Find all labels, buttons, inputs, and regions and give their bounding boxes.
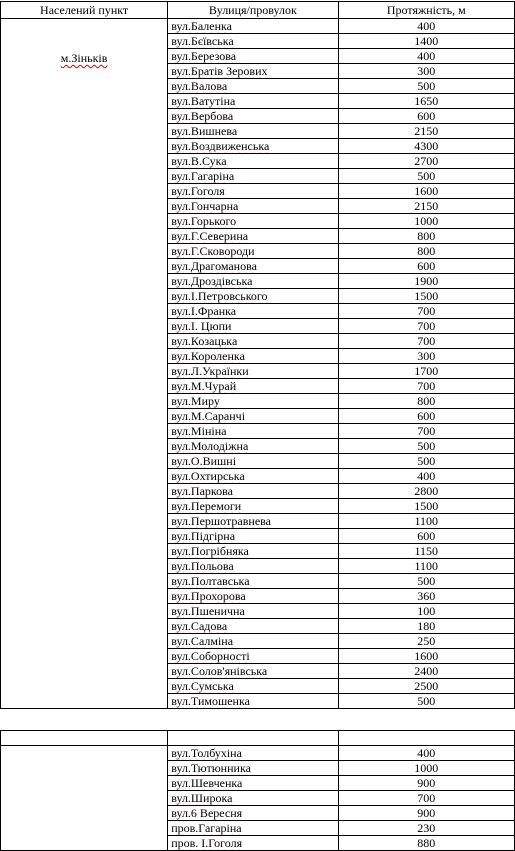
street-name: вул.Шевченка	[171, 776, 243, 790]
header-street: Вулиця/провулок	[168, 2, 338, 19]
street-name-cell	[168, 439, 338, 454]
street-name: вул.Л.Українки	[171, 364, 249, 378]
street-length: 230	[338, 821, 514, 836]
street-length: 4300	[338, 139, 514, 154]
street-name: вул.О.Вишні	[171, 454, 237, 468]
street-length: 600	[338, 259, 514, 274]
street-length: 700	[338, 319, 514, 334]
street-length: 300	[338, 349, 514, 364]
street-length: 2800	[338, 484, 514, 499]
street-name-cell	[168, 469, 338, 484]
street-length: 500	[338, 439, 514, 454]
street-name: вул.Братів Зерових	[171, 64, 268, 78]
street-length-table	[0, 1, 515, 709]
street-length: 2400	[338, 664, 514, 679]
street-length: 1100	[338, 514, 514, 529]
street-length: 500	[338, 694, 514, 709]
street-length: 700	[338, 304, 514, 319]
street-name-cell	[168, 679, 338, 694]
street-name-cell	[168, 409, 338, 424]
street-name: вул.Прохорова	[171, 589, 246, 603]
street-length: 1700	[338, 364, 514, 379]
street-length: 1650	[338, 94, 514, 109]
street-name-cell	[168, 806, 338, 821]
header-place: Населений пункт	[1, 2, 168, 19]
street-name-cell	[168, 124, 338, 139]
street-length: 180	[338, 619, 514, 634]
street-name: вул.Широка	[171, 791, 233, 805]
street-name: вул.6 Вересня	[171, 806, 243, 820]
table-row	[1, 746, 515, 761]
street-name-cell	[168, 529, 338, 544]
street-name: вул.Березова	[171, 49, 237, 63]
empty-cell	[168, 731, 338, 746]
street-length: 1400	[338, 34, 514, 49]
street-length: 500	[338, 169, 514, 184]
street-name-cell	[168, 199, 338, 214]
street-name-cell	[168, 499, 338, 514]
street-name: вул.Вишнева	[171, 124, 238, 138]
street-length: 700	[338, 791, 514, 806]
street-length: 1500	[338, 499, 514, 514]
street-name: вул.Салміна	[171, 634, 234, 648]
street-name-cell	[168, 49, 338, 64]
street-length: 1000	[338, 761, 514, 776]
street-length: 600	[338, 409, 514, 424]
street-name-cell	[168, 454, 338, 469]
street-name: вул.Паркова	[171, 484, 233, 498]
street-length: 400	[338, 19, 514, 34]
street-name: пров. І.Гоголя	[171, 836, 243, 850]
street-name: вул.Драгоманова	[171, 259, 257, 273]
street-name: вул.Першотравнева	[171, 514, 271, 528]
street-name: вул.І.Франка	[171, 304, 237, 318]
street-name-cell	[168, 836, 338, 851]
street-name: вул.І.Петровського	[171, 289, 268, 303]
street-length: 800	[338, 244, 514, 259]
street-name: вул.Вербова	[171, 109, 234, 123]
street-length: 250	[338, 634, 514, 649]
street-length: 900	[338, 806, 514, 821]
street-name: вул.Молодіжна	[171, 439, 249, 453]
street-name-cell	[168, 761, 338, 776]
table-header-row	[1, 2, 515, 19]
street-name-cell	[168, 364, 338, 379]
street-name: вул.Г.Северина	[171, 229, 249, 243]
street-name: вул.Г.Сковороди	[171, 244, 255, 258]
street-name: вул.В.Сука	[171, 154, 227, 168]
street-name-cell	[168, 559, 338, 574]
street-name: вул.Ватутіна	[171, 94, 236, 108]
street-length: 1150	[338, 544, 514, 559]
street-length: 400	[338, 746, 514, 761]
street-name-cell	[168, 214, 338, 229]
street-name-cell	[168, 514, 338, 529]
street-name: вул.Підгірна	[171, 529, 236, 543]
street-name-cell	[168, 791, 338, 806]
street-name: вул.Охтирська	[171, 469, 245, 483]
street-name-cell	[168, 634, 338, 649]
street-length: 1500	[338, 289, 514, 304]
street-name: вул.Солов'янівська	[171, 664, 268, 678]
street-name: вул.М.Саранчі	[171, 409, 246, 423]
street-name-cell	[168, 259, 338, 274]
street-length: 1600	[338, 649, 514, 664]
street-name-cell	[168, 746, 338, 761]
street-name-cell	[168, 424, 338, 439]
street-name: вул.Польова	[171, 559, 234, 573]
street-length: 300	[338, 64, 514, 79]
street-length: 1000	[338, 214, 514, 229]
street-length: 900	[338, 776, 514, 791]
place-cell	[1, 19, 168, 709]
street-name-cell	[168, 694, 338, 709]
street-name-cell	[168, 574, 338, 589]
street-name-cell	[168, 19, 338, 34]
street-name-cell	[168, 289, 338, 304]
place-name: м.Зіньків	[60, 51, 108, 65]
street-length-table-continued	[0, 730, 515, 851]
street-name: вул.Садова	[171, 619, 228, 633]
street-length: 360	[338, 589, 514, 604]
street-name-cell	[168, 604, 338, 619]
street-name: вул.Воздвиженська	[171, 139, 270, 153]
empty-cell	[338, 731, 514, 746]
street-length: 600	[338, 529, 514, 544]
street-name-cell	[168, 394, 338, 409]
street-length: 500	[338, 79, 514, 94]
street-name-cell	[168, 379, 338, 394]
street-length: 700	[338, 334, 514, 349]
street-length: 800	[338, 394, 514, 409]
street-length: 2150	[338, 199, 514, 214]
street-name-cell	[168, 664, 338, 679]
street-name: пров.Гагаріна	[171, 821, 242, 835]
street-name: вул.Гончарна	[171, 199, 239, 213]
street-name-cell	[168, 244, 338, 259]
table-row	[1, 19, 515, 34]
street-name: вул.Дроздівська	[171, 274, 253, 288]
street-name-cell	[168, 139, 338, 154]
street-name-cell	[168, 304, 338, 319]
street-length: 100	[338, 604, 514, 619]
street-length: 1100	[338, 559, 514, 574]
street-name: вул.Толбухіна	[171, 746, 242, 760]
street-length: 1900	[338, 274, 514, 289]
street-name: вул.Перемоги	[171, 499, 242, 513]
street-name: вул.Соборності	[171, 649, 250, 663]
street-name-cell	[168, 34, 338, 49]
street-name-cell	[168, 821, 338, 836]
street-length: 500	[338, 574, 514, 589]
street-name: вул.Гагаріна	[171, 169, 235, 183]
street-name: вул.Сумська	[171, 679, 234, 693]
street-name-cell	[168, 649, 338, 664]
street-name-cell	[168, 79, 338, 94]
street-name: вул.Бєївська	[171, 34, 234, 48]
street-name-cell	[168, 64, 338, 79]
street-name: вул.Полтавська	[171, 574, 250, 588]
street-name: вул.Горького	[171, 214, 237, 228]
street-length: 400	[338, 49, 514, 64]
street-name: вул.М.Чурай	[171, 379, 237, 393]
street-name: вул.Тимошенка	[171, 694, 250, 708]
street-length: 600	[338, 109, 514, 124]
street-name-cell	[168, 589, 338, 604]
street-name-cell	[168, 109, 338, 124]
street-length: 2500	[338, 679, 514, 694]
street-name-cell	[168, 776, 338, 791]
street-name-cell	[168, 484, 338, 499]
street-name-cell	[168, 544, 338, 559]
street-name: вул.Баленка	[171, 19, 232, 33]
street-name: вул.Короленка	[171, 349, 245, 363]
street-name-cell	[168, 274, 338, 289]
street-length: 500	[338, 454, 514, 469]
street-name-cell	[168, 349, 338, 364]
street-name: вул.Погрібняка	[171, 544, 249, 558]
street-name-cell	[168, 184, 338, 199]
street-length: 400	[338, 469, 514, 484]
header-length: Протяжність, м	[338, 2, 514, 19]
street-name: вул.Мініна	[171, 424, 227, 438]
street-name: вул.Тютюнника	[171, 761, 251, 775]
empty-cell	[1, 731, 168, 746]
street-length: 800	[338, 229, 514, 244]
street-length: 1600	[338, 184, 514, 199]
table-spacer-row	[1, 731, 515, 746]
street-name-cell	[168, 319, 338, 334]
street-name: вул.І. Цюпи	[171, 319, 232, 333]
street-length: 2150	[338, 124, 514, 139]
street-name-cell	[168, 169, 338, 184]
street-name-cell	[168, 154, 338, 169]
street-name-cell	[168, 619, 338, 634]
street-length: 700	[338, 424, 514, 439]
street-name: вул.Гоголя	[171, 184, 225, 198]
street-name: вул.Пшенична	[171, 604, 245, 618]
street-name: вул.Козацька	[171, 334, 238, 348]
street-name-cell	[168, 94, 338, 109]
street-name: вул.Валова	[171, 79, 228, 93]
street-length: 880	[338, 836, 514, 851]
street-name-cell	[168, 229, 338, 244]
street-length: 700	[338, 379, 514, 394]
street-name: вул.Миру	[171, 394, 220, 408]
street-length: 2700	[338, 154, 514, 169]
street-name-cell	[168, 334, 338, 349]
